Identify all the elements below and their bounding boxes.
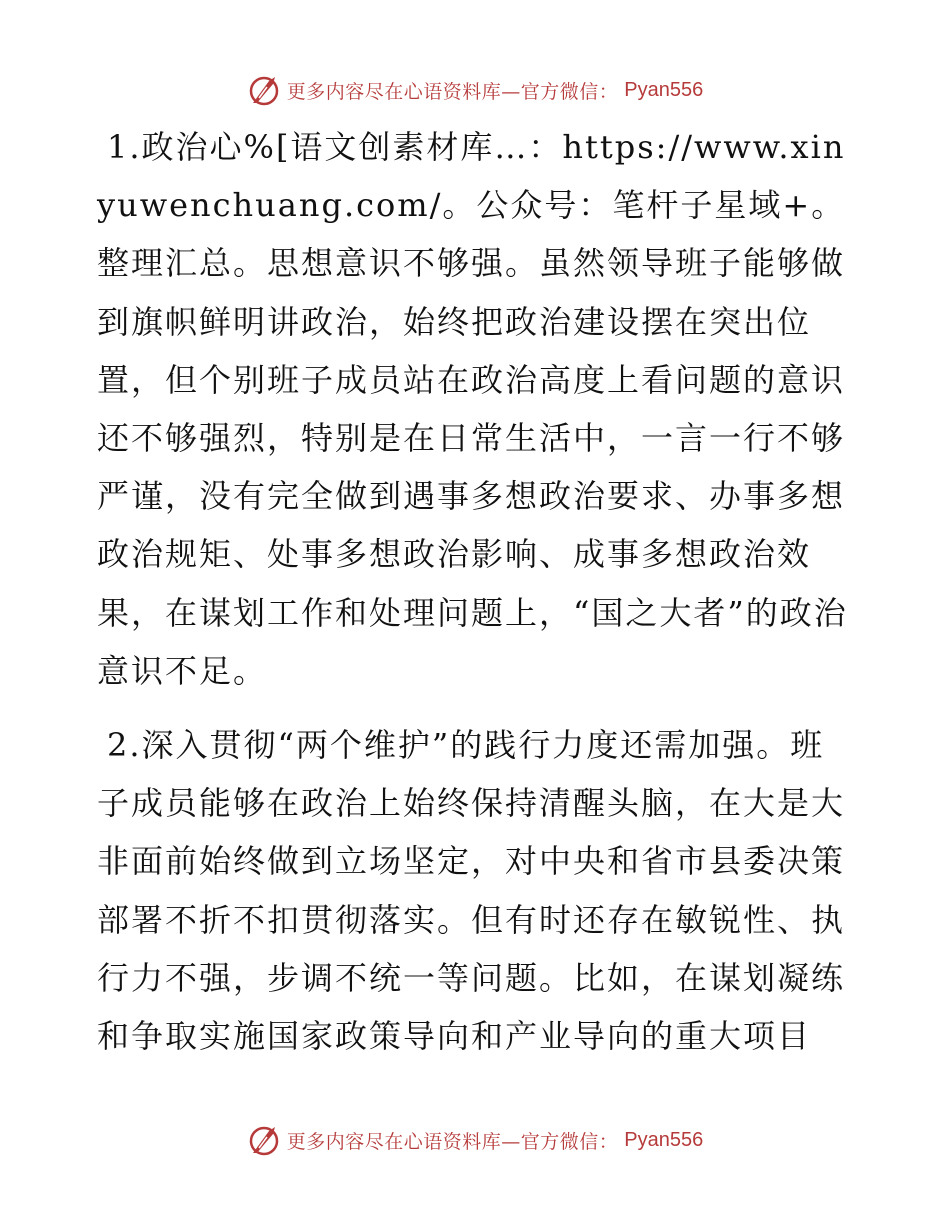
banner-wechat-account: Pyan556	[624, 1128, 704, 1151]
paragraph-1-text: 政治心%[语文创素材库…：https://www.xinyuwenchuang.com/。公众号：笔杆子星域+。整理汇总。思想意识不够强。虽然领导班子能够做到旗帜鲜明讲政治，始终把政治建设摆在突出位置，但个别班子成员站在政治高度上看问题的意识还不够强烈，特别是在日常生活中，一言一行不够严谨，没有完全做到遇事多想政治要求、办事多想政治规矩、处事多想政治影响、成事多想政治效果，在谋划工作和处理问题上，“国之大者”的政治意识不足。	[97, 128, 848, 690]
banner-wechat-account: Pyan556	[624, 78, 704, 101]
paragraph-2-text: 深入贯彻“两个维护”的践行力度还需加强。班子成员能够在政治上始终保持清醒头脑，在大是大非面前始终做到立场坚定，对中央和省市县委决策部署不折不扣贯彻落实。但有时还存在敏锐性、执行力不强，步调不统一等问题。比如，在谋划凝练和争取实施国家政策导向和产业导向的重大项目	[97, 726, 846, 1056]
banner-text: 更多内容尽在心语资料库—官方微信：	[286, 1130, 619, 1153]
paragraph-1-number: 1.	[107, 128, 142, 166]
paragraph-2-number: 2.	[107, 726, 142, 765]
paragraph-1	[97, 118, 857, 700]
header-banner	[0, 72, 950, 108]
quill-pen-logo-icon	[247, 1123, 281, 1157]
banner-text: 更多内容尽在心语资料库—官方微信：	[286, 80, 619, 103]
quill-pen-logo-icon	[247, 73, 281, 107]
document-body	[97, 118, 857, 1081]
paragraph-2	[97, 716, 857, 1065]
footer-banner	[0, 1122, 950, 1158]
